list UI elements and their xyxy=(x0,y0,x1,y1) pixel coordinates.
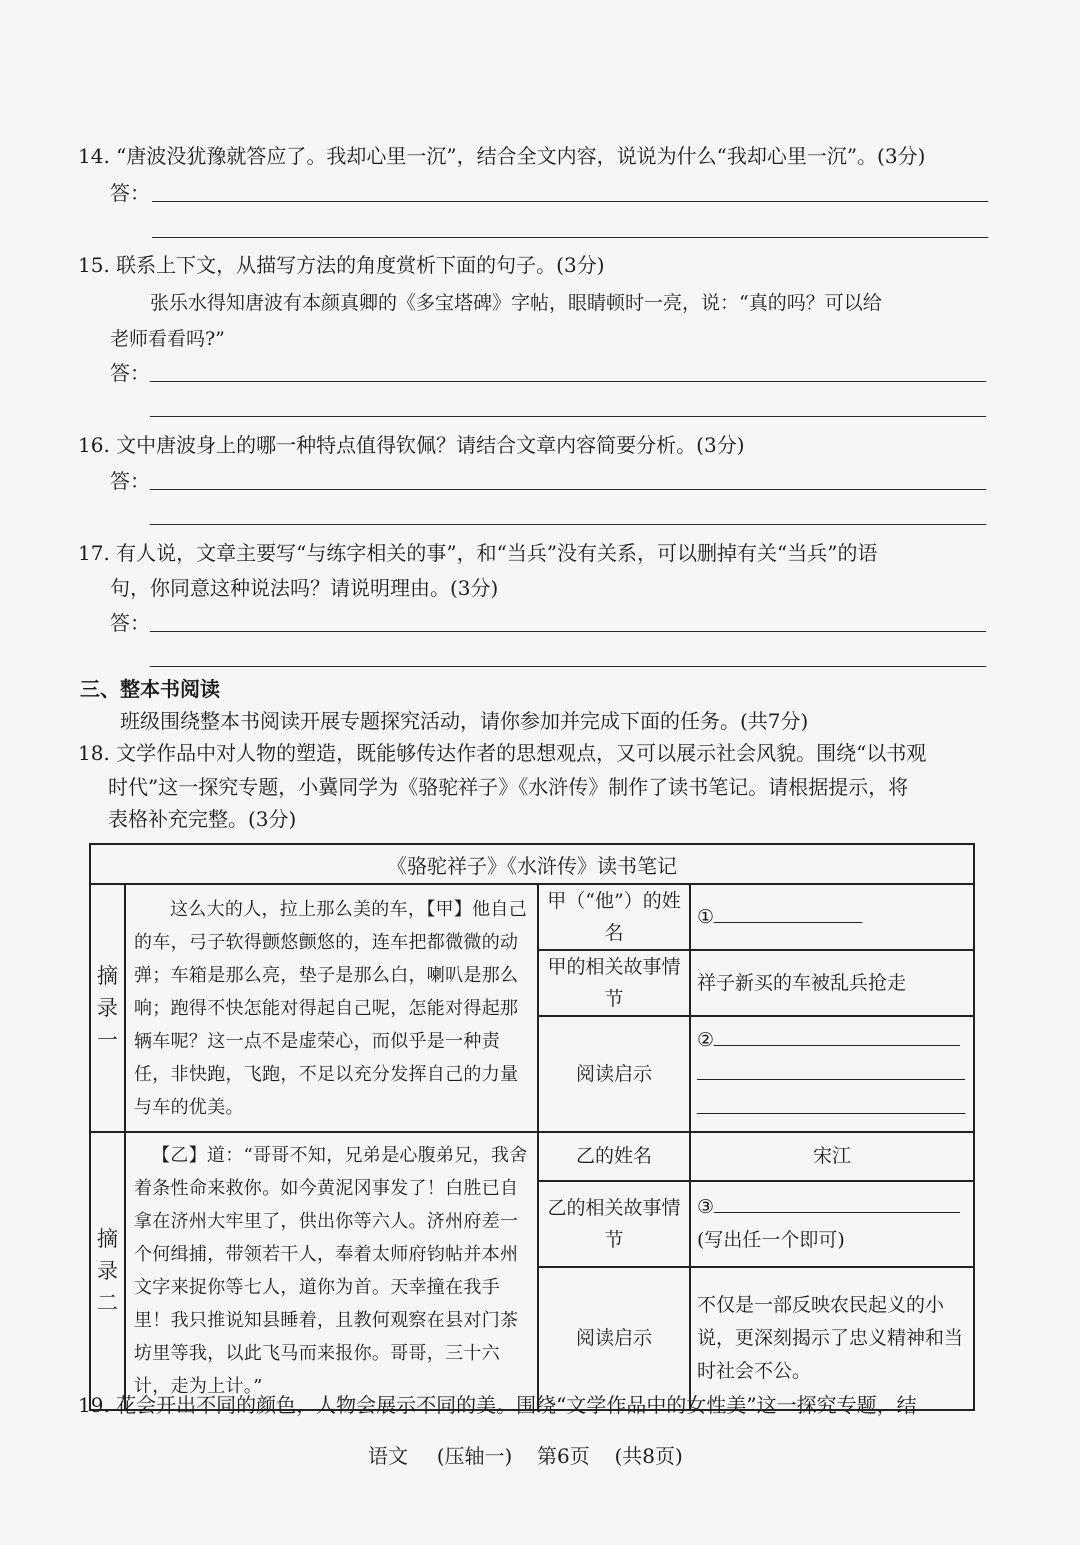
question-18-line-3: 表格补充完整。(3分) xyxy=(108,807,297,831)
blank-line[interactable] xyxy=(714,900,862,923)
table-caption: 《骆驼祥子》《水浒传》读书笔记 xyxy=(90,844,974,884)
blank-marker: ③ xyxy=(697,1196,715,1219)
answer-label-14: 答： xyxy=(110,181,150,205)
answer-line[interactable] xyxy=(150,666,986,667)
plot-cell-1: 祥子新买的车被乱兵抢走 xyxy=(690,950,974,1016)
fill-in-cell-2[interactable] xyxy=(690,1016,974,1132)
quote-line-1: 张乐水得知唐波有本颜真卿的《多宝塔碑》字帖，眼睛顿时一亮，说：“真的吗？可以给 xyxy=(150,292,882,314)
question-18-line-2: 时代”这一探究专题，小冀同学为《骆驼祥子》《水浒传》制作了读书笔记。请根据提示，将 xyxy=(108,775,909,799)
answer-line[interactable] xyxy=(150,631,986,632)
section-intro: 班级围绕整本书阅读开展专题探究活动，请你参加并完成下面的任务。(共7分) xyxy=(120,709,809,733)
answer-line[interactable] xyxy=(152,237,988,238)
answer-line[interactable] xyxy=(150,416,986,417)
answer-line[interactable] xyxy=(150,489,986,490)
row-label xyxy=(538,950,690,1016)
quote-line-2: 老师看看吗?” xyxy=(110,328,225,350)
reading-notes-table xyxy=(89,843,975,1411)
answer-line[interactable] xyxy=(150,381,986,382)
footer-subject: 语文 xyxy=(368,1444,408,1468)
hint-text: (写出任一个即可) xyxy=(697,1229,845,1252)
row-label xyxy=(538,1181,690,1267)
excerpt-1-label xyxy=(90,884,125,1132)
footer-page: 第6页 xyxy=(537,1444,590,1468)
blank-marker: ① xyxy=(697,906,715,928)
question-15: 15. 联系上下文，从描写方法的角度赏析下面的句子。(3分) xyxy=(78,253,605,277)
blank-line[interactable] xyxy=(697,1091,965,1114)
question-16: 16. 文中唐波身上的哪一种特点值得钦佩？请结合文章内容简要分析。(3分) xyxy=(78,433,745,457)
excerpt-2-label xyxy=(90,1132,125,1410)
question-18-line-1: 18. 文学作品中对人物的塑造，既能够传达作者的思想观点，又可以展示社会风貌。围绕“以书观 xyxy=(78,741,927,765)
fill-in-cell-1[interactable] xyxy=(690,884,974,950)
fill-in-cell-3[interactable] xyxy=(690,1181,974,1267)
footer-total: (共8页) xyxy=(614,1444,683,1468)
footer xyxy=(368,1440,683,1469)
excerpt-1-text xyxy=(125,884,538,1132)
row-label: 阅读启示 xyxy=(538,1016,690,1132)
row-label-text: 甲的相关故事情节 xyxy=(547,956,681,1010)
blank-line[interactable] xyxy=(714,1190,960,1213)
row-label-text: 甲（“他”）的姓名 xyxy=(547,890,681,944)
question-14: 14. “唐波没犹豫就答应了。我却心里一沉”，结合全文内容，说说为什么“我却心里一沉”。(3分) xyxy=(78,144,926,168)
insight-cell: 不仅是一部反映农民起义的小说，更深刻揭示了忠义精神和当时社会不公。 xyxy=(690,1267,974,1410)
question-17-line-1: 17. 有人说，文章主要写“与练字相关的事”，和“当兵”没有关系，可以删掉有关“当兵”的语 xyxy=(78,541,878,565)
answer-label-17: 答： xyxy=(110,611,150,635)
blank-line[interactable] xyxy=(714,1023,960,1046)
excerpt-2-label-text: 摘录二 xyxy=(97,1227,118,1315)
blank-line[interactable] xyxy=(697,1057,965,1080)
answer-label-15: 答： xyxy=(110,361,150,385)
answer-label-16: 答： xyxy=(110,469,150,493)
excerpt-2-text xyxy=(125,1132,538,1410)
question-19-line-1: 19. 花会开出不同的颜色，人物会展示不同的美。围绕“文学作品中的女性美”这一探究专题，结 xyxy=(78,1393,917,1417)
row-label-text: 乙的相关故事情节 xyxy=(547,1196,681,1251)
excerpt-2-body: 【乙】道：“哥哥不知，兄弟是心腹弟兄，我舍着条性命来救你。如今黄泥冈事发了！白胜已自拿在济州大牢里了，供出你等六人。济州府差一个何缉捕，带领若干人，奉着太师府钧帖并本州文字来捉你等七人，道你为首。天幸撞在我手里！我只推说知县睡着，且教何观察在县对门茶坊里等我，以此飞马而来报你。哥哥，三十六计，走为上计。” xyxy=(134,1145,528,1397)
section-heading: 三、整本书阅读 xyxy=(80,677,220,701)
excerpt-1-body: 这么大的人，拉上那么美的车，【甲】他自己的车，弓子软得颤悠颤悠的，连车把都微微的动弹；车箱是那么亮，垫子是那么白，喇叭是那么响；跑得不快怎能对得起自己呢，怎能对得起那辆车呢？这一点不是虚荣心，而似乎是一种责任，非快跑，飞跑，不足以充分发挥自己的力量与车的优美。 xyxy=(134,898,527,1118)
row-label xyxy=(538,884,690,950)
question-17-line-2: 句，你同意这种说法吗？请说明理由。(3分) xyxy=(110,576,499,600)
blank-marker: ② xyxy=(697,1029,715,1051)
answer-line[interactable] xyxy=(152,201,988,202)
name-cell: 宋江 xyxy=(690,1132,974,1181)
row-label: 阅读启示 xyxy=(538,1267,690,1410)
row-label: 乙的姓名 xyxy=(538,1132,690,1181)
answer-line[interactable] xyxy=(150,524,986,525)
excerpt-1-label-text: 摘录一 xyxy=(97,964,118,1052)
footer-paper: (压轴一) xyxy=(436,1444,513,1468)
